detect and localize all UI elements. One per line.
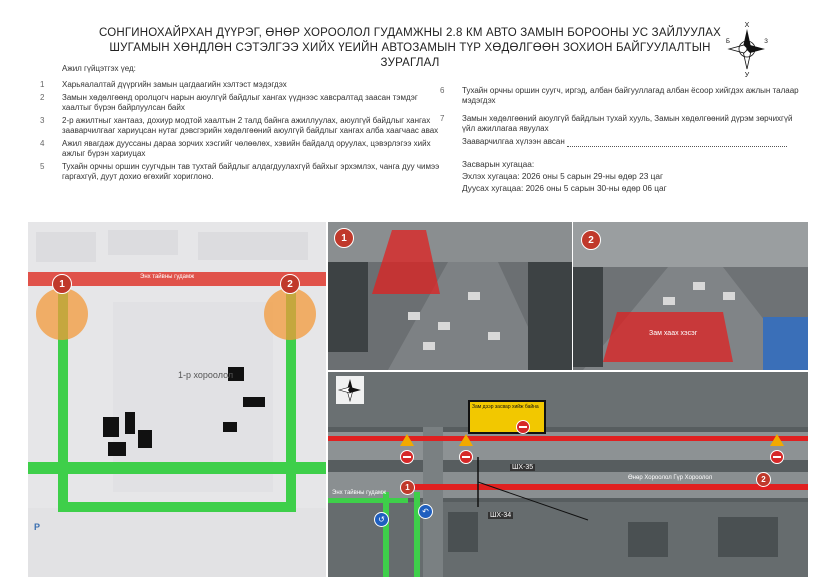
compass-e: З: [764, 39, 768, 45]
compass-n: Х: [744, 22, 750, 29]
responsibility-line: Зааварчилгаа хүлээн авсан: [462, 137, 800, 147]
road-work-icon: [459, 434, 473, 446]
map-badge-1: 1: [52, 274, 72, 294]
schedule-end: Дуусах хугацаа: 2026 оны 5 сарын 30-ны өдөр 06 цаг: [462, 183, 667, 193]
compass-w: Б: [726, 39, 730, 45]
aerial-street-bottom: Энх тайвны гудамж: [332, 490, 387, 496]
turn-arrow-icon: ↶: [418, 504, 433, 519]
photo2-zone-label: Зам хаах хэсэг: [649, 330, 698, 337]
aerial-plan: [328, 372, 808, 577]
aerial-badge-1: 1: [400, 480, 415, 495]
task-list-left: [40, 80, 440, 185]
compass-icon: [726, 20, 768, 78]
map-parking-label: P: [34, 522, 41, 532]
aerial-badge-2: 2: [756, 472, 771, 487]
title-line-1: СОНГИНОХАЙРХАН ДҮҮРЭГ, ӨНӨР ХОРООЛОЛ ГУДАМЖНЫ 2.8 КМ АВТО ЗАМЫН БОРООНЫ УС ЗАЙЛУУЛАХ: [98, 27, 722, 39]
no-entry-icon: [770, 450, 784, 464]
map-badge-2: 2: [280, 274, 300, 294]
no-entry-icon: [400, 450, 414, 464]
task-item: 1 Харьяалалтай дүүргийн замын цагдаагийн хэлтэст мэдэгдэх: [40, 80, 287, 89]
site-map: [28, 222, 326, 577]
site-photo-1: [328, 222, 572, 370]
schedule-title: Засварын хугацаа:: [462, 159, 535, 169]
task-item: 7 Замын хөдөлгөөний аюулгүй байдлын тухай хууль, Замын хөдөлгөөний дүрэм зөрчихгүй үйл ажиллагаа явуулах: [440, 114, 793, 133]
site-photo-2-drawing: [573, 222, 808, 370]
schedule-block: [462, 158, 667, 194]
task-item: 3 2-р ажилтныг хантааз, дохиур модтой хаалтын 2 талд байнга ажиллуулах, аюулгүй байдлыг хангах зааварчилгааг хариуцсан нутаг дэвсгэрийн хөдөлгөөний аюулгүй байдлыг хангах алба хаагчаас авах: [40, 116, 439, 135]
intro-text: Ажил гүйцэтгэх үед:: [62, 64, 136, 73]
task-item: 2 Замын хөдөлгөөнд оролцогч нарын аюулгүй байдлыг хангах үүднээс хавсралтад заасан тэмдэг хаалтыг бүрэн байрлуулсан байх: [40, 93, 418, 112]
aerial-label-sh34: ШХ-34: [490, 512, 512, 519]
map-district-label: 1-р хороолол: [178, 370, 234, 380]
no-entry-icon: [516, 420, 530, 434]
photo2-badge: 2: [581, 230, 601, 250]
title-line-2: ШУГАМЫН ХӨНДЛӨН СЭТЭЛГЭЭ ХИЙХ ҮЕИЙН АВТОЗАМЫН ТҮР ХӨДӨЛГӨӨН ЗОХИОН БАЙГУУЛАЛТЫН ЗУРАГЛАЛ: [109, 42, 711, 69]
aerial-street-top: Өнөр Хороолол Гүр Хороолол: [628, 475, 713, 481]
compass-s: У: [744, 72, 750, 78]
no-entry-icon: [459, 450, 473, 464]
site-photo-2: [573, 222, 808, 370]
task-item: 6 Тухайн орчны оршин суугч, иргэд, албан байгууллагад албан ёсоор хийгдэх ажлын талаар мэдэгдэх: [440, 86, 799, 105]
task-item: 4 Ажил явагдаж дууссаны дараа зорчих хэсгийг чөлөөлөх, хэвийн байдалд оруулах, цэвэрлэгээ хийх ажлыг бүрэн хариуцах: [40, 139, 431, 158]
task-list-right: [440, 86, 800, 147]
task-item: 5 Тухайн орчны оршин суугчдын тав тухтай байдлыг алдагдуулахгүй байхыг эрхэмлэх, чанга дуу чимээ гаргахгүй, дуут дохио өгөхийг хориглоно.: [40, 162, 440, 181]
document-title: [90, 26, 730, 71]
map-street-label: Энх тайвны гудамж: [140, 274, 195, 280]
photo1-badge: 1: [334, 228, 354, 248]
road-work-icon: [770, 434, 784, 446]
work-info-sign: Зам дээр засвар хийж байна: [468, 400, 546, 434]
turn-arrow-icon: ↺: [374, 512, 389, 527]
aerial-plan-drawing: [328, 372, 808, 577]
schedule-start: Эхлэх хугацаа: 2026 оны 5 сарын 29-ны өдөр 23 цаг: [462, 171, 664, 181]
aerial-compass-icon: [336, 376, 364, 404]
aerial-label-sh35: ШХ-35: [512, 464, 534, 471]
site-photo-1-drawing: [328, 222, 572, 370]
road-work-icon: [400, 434, 414, 446]
